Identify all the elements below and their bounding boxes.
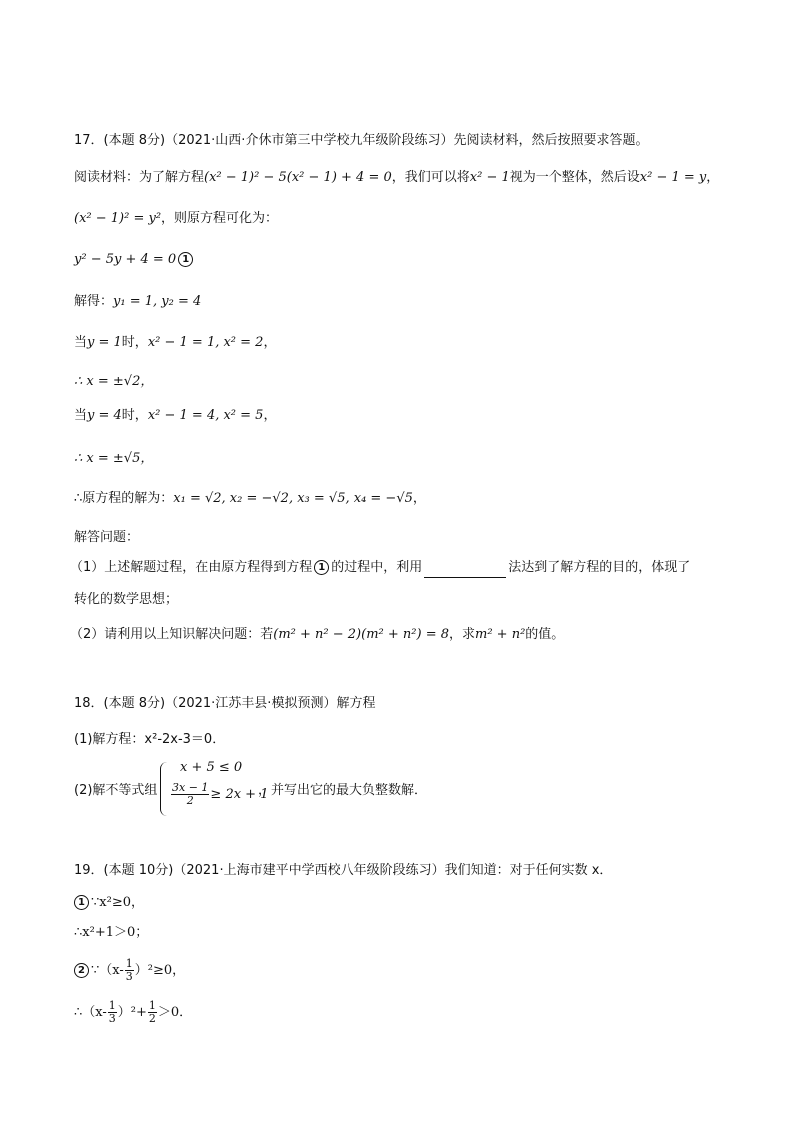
q17-line5-b: 时， [121,335,148,350]
q17-line7 [74,406,276,426]
circled-number-1: 1 [178,252,193,267]
sys-frac-den: 2 [186,794,194,807]
q17-line5 [74,333,276,353]
sys-row2-rest: ≥ 2x + 1 [210,787,269,802]
q17-line4-label: 解得： [74,294,114,309]
q17-read-expr: x² − 1 [469,170,510,185]
q19-l3-a: ∵（x- [91,963,124,978]
q17-p1-c: 法达到了解方程的目的，体现了 [508,560,691,575]
q17-line6: ∴ x = ±√2， [74,374,154,389]
q17-line3-eq: y² − 5y + 4 = 0 [74,252,177,267]
q17-part1 [70,558,690,578]
frac2-num: 1 [148,999,156,1012]
q17-read-eq1: (x² − 1)² − 5(x² − 1) + 4 = 0 [204,170,392,185]
q17-p1-b: 的过程中，利用 [331,560,423,575]
q18-part2-end: ，并写出它的最大负整数解． [258,783,428,798]
q17-line5-end: ， [263,335,277,350]
q17-part2 [70,625,564,645]
q17-line7-eq: y = 4 [87,408,122,423]
frac-num: 1 [108,999,116,1012]
q19-l4-a: ∴（x- [74,1005,107,1020]
q17-p1-a: （1）上述解题过程，在由原方程得到方程 [70,560,313,575]
q17-line2-text: ，则原方程可化为： [161,211,279,226]
sys-fraction [171,782,209,807]
q17-read-prefix: 阅读材料：为了解方程 [74,170,205,185]
q17-line4 [74,292,201,312]
q17-p2-a: （2）请利用以上知识解决问题：若 [70,627,274,642]
frac2-den: 2 [148,1012,156,1025]
q17-line4-eq: y₁ = 1, y₂ = 4 [113,294,202,309]
fraction-one-third-2 [108,1000,117,1025]
q17-line7-b: 时， [121,408,148,423]
q17-p2-b: ，求 [448,627,475,642]
q17-read-sub: x² − 1 = y [639,170,707,185]
q17-line7-eq2: x² − 1 = 4, x² = 5 [147,408,264,423]
q17-read-mid: ，我们可以将 [391,170,470,185]
fraction-one-half [148,1000,157,1025]
frac-den: 3 [125,970,133,983]
q17-line3 [74,250,195,270]
q17-line9-eq: x₁ = √2, x₂ = −√2, x₃ = √5, x₄ = −√5 [173,491,413,506]
q19-l4-b: ）²+ [117,1005,147,1020]
q17-p2-eq: (m² + n² − 2)(m² + n²) = 8 [273,627,449,642]
circled-number-1-ref: 1 [314,560,329,575]
q19-line2: ∴x²+1＞0； [74,925,149,940]
circled-number-2: 2 [74,963,89,978]
q17-line5-eq: y = 1 [87,335,122,350]
q17-line8: ∴ x = ±√5， [74,451,154,466]
q17-read-mid2: 视为一个整体，然后设 [509,170,640,185]
q17-p2-c: 的值。 [525,627,565,642]
sys-frac-num: 3x − 1 [172,781,209,794]
q18-header: 18．(本题 8分)（2021·江苏丰县·模拟预测）解方程 [74,696,376,711]
q17-line5-a: 当 [74,335,88,350]
q17-line9-label: ∴原方程的解为： [74,491,174,506]
q17-line9-end: ， [412,491,426,506]
q17-p2-expr: m² + n² [475,627,526,642]
frac-den: 3 [108,1012,116,1025]
q19-l4-c: ＞0． [157,1005,193,1020]
q17-line9 [74,489,426,509]
q19-line1 [74,893,144,913]
sys-row1: x + 5 ≤ 0 [180,760,243,775]
q18-part2-label: (2)解不等式组 [74,783,158,798]
circled-number-1: 1 [74,895,89,910]
fraction-one-third [125,958,134,983]
q18-part1: (1)解方程：x²-2x-3＝0． [74,732,226,747]
q17-line5-eq2: x² − 1 = 1, x² = 2 [147,335,264,350]
q17-header: 17．(本题 8分)（2021·山西·介休市第三中学校九年级阶段练习）先阅读材料，然后按照要求答题。 [74,133,649,148]
q17-line7-a: 当 [74,408,88,423]
q17-line2-eq: (x² − 1)² = y² [74,211,162,226]
q19-l3-b: ）²≥0， [134,963,186,978]
q17-part1-cont: 转化的数学思想； [74,592,179,607]
q19-header: 19．(本题 10分)（2021·上海市建平中学西校八年级阶段练习）我们知道：对于任何实数 x． [74,863,613,878]
q19-l1: ∵x²≥0， [91,895,144,910]
sys-row2 [170,782,268,807]
brace-icon [160,762,167,816]
frac-num: 1 [125,957,133,970]
q17-reading-line2 [74,209,278,229]
q17-line7-end: ， [263,408,277,423]
q17-read-end: ， [706,170,720,185]
q17-answer-label: 解答问题： [74,530,140,545]
q19-line4 [74,1000,192,1025]
q17-reading-line1 [74,168,719,188]
q19-line3 [74,958,185,983]
answer-blank[interactable] [424,563,506,578]
